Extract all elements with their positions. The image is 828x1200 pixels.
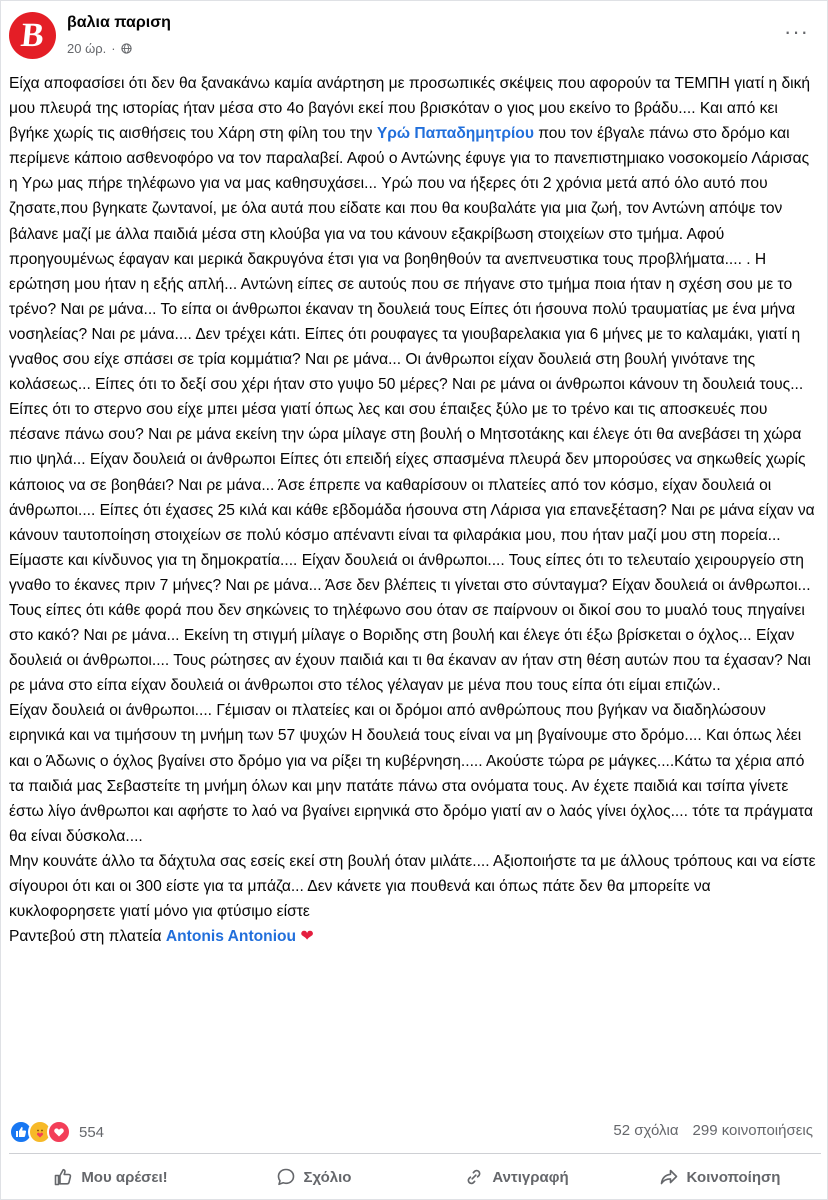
heart-emoji-icon: ❤	[300, 928, 314, 946]
avatar[interactable]	[9, 12, 56, 59]
like-icon	[53, 1167, 73, 1187]
post-paragraph	[9, 71, 821, 698]
post-paragraph	[9, 849, 821, 924]
post-text-segment: Είχα αποφασίσει ότι δεν θα ξανακάνω καμία ανάρτηση με προσωπικές σκέψεις που αφορούν τα ΤΕΜΠΗ γιατί η δική μου πλευρά της ιστορίας ήταν μέσα στο 4ο βαγόνι εκεί που βρισκόταν ο γιος μου εκείνο το βράδυ.... Και από κει βγήκε χωρίς τις αισθήσεις του Χάρη στη φίλη του την	[9, 75, 811, 143]
comment-label: Σχόλιο	[303, 1168, 352, 1186]
like-button[interactable]	[9, 1155, 212, 1199]
share-icon	[659, 1167, 679, 1187]
comment-button[interactable]	[212, 1155, 415, 1199]
shares-count[interactable]: 299 κοινοποιήσεις	[692, 1122, 813, 1139]
post-text-segment: Μην κουνάτε άλλο τα δάχτυλα σας εσείς εκεί στη βουλή όταν μιλάτε.... Αξιοποιήστε τα με άλλους τρόπους και να είστε σίγουροι ότι και οι 300 είστε για τα μπάζα... Δεν κάνετε για πουθενά και όπως πάτε δεν θα μπορείτε να κυκλοφορησετε γιατί μόνο για φτύσιμο είστε	[9, 852, 816, 921]
action-bar	[9, 1155, 821, 1199]
globe-icon	[121, 43, 132, 54]
post-stats	[9, 1118, 821, 1144]
copy-label: Αντιγραφή	[492, 1168, 569, 1186]
mention-link[interactable]: Antonis Antoniou	[165, 928, 297, 946]
share-label: Κοινοποίηση	[686, 1168, 781, 1186]
comments-count[interactable]: 52 σχόλια	[613, 1122, 679, 1139]
post-text-segment: Είχαν δουλειά οι άνθρωποι.... Γέμισαν οι πλατείες και οι δρόμοι από ανθρώπους που βγήκαν να διαδηλώσουν ειρηνικά και να τιμήσουν τη μνήμη των 57 ψυχών Η δουλειά τους είναι να μη βγαίνουμε στο δρόμο.... Και όπως λέει και ο Άδωνις ο όχλος βγαίνει στο δρόμο για να ρίξει τη κυβέρνηση..... Ακούστε τώρα ρε μάγκες....Κάτω τα χέρια από τα παιδιά μας Σεβαστείτε τη μνήμη όλων και μην πατάτε πάνω στα ονόματα τους. Αν έχετε παιδιά και τσίπα γίνετε έστω λίγο άνθρωποι και αφήστε το λαό να βγαίνει ειρηνικά στο δρόμο γιατί αν ο λαός γίνει όχλος.... τότε τα πράγματα θα είναι δύσκολα....	[9, 702, 813, 845]
post-text-segment: Ραντεβού στη πλατεία	[9, 928, 166, 946]
mention-link[interactable]: Υρώ Παπαδημητρίου	[376, 125, 534, 143]
post-time[interactable]: 20 ώρ.	[67, 41, 107, 56]
reactions-count[interactable]: 554	[79, 1123, 105, 1141]
engagement-counts	[613, 1122, 813, 1139]
post-paragraph	[9, 924, 821, 949]
like-label: Μου αρέσει!	[81, 1168, 168, 1186]
avatar-logo: B	[19, 16, 46, 54]
post-meta	[67, 41, 132, 56]
divider	[9, 1153, 821, 1154]
more-options-icon[interactable]: ···	[784, 19, 809, 44]
post-text	[9, 71, 821, 949]
reactions-summary[interactable]	[9, 1120, 104, 1144]
post-text-segment: που τον έβγαλε πάνω στο δρόμο και περίμενε κάποιο ασθενοφόρο να τον παραλαβεί. Αφού ο Αντώνης έφυγε για το πανεπιστημιακο νοσοκομείο Λάρισας η Υρω μας πήρε τηλέφωνο για να μας καθησυχάσει... Υρώ που να ήξερες ότι 2 χρόνια μετά από όλο αυτό που ζησατε,που βγηκατε ζωντανοί, με όλα αυτά που είδατε και που θα κουβαλάτε για μια ζωή, τον Αντώνη απόψε τον βάλανε μαζί με άλλα παιδιά μέσα στη κλούβα για να του κάνουν εξακρίβωση στοιχείων στο τμήμα. Αφού προηγουμένως έφαγαν και μερικά δακρυγόνα έτσι για να βοηθηθούν τα ανεπνευστικα τους προβλήματα.... . Η ερώτηση μου ήταν η εξής απλή... Αντώνη είπες σε αυτούς που σε πήγανε στο τμήμα ποια ήταν η σχέση σου με το τρένο? Ναι ρε μάνα... Το είπα οι άνθρωποι έκαναν τη δουλειά τους Είπες ότι ήσουνα πολύ τραυματίας με ένα μήνα νοσηλείας? Ναι ρε μάνα.... Δεν τρέχει κάτι. Είπες ότι ρουφαγες τα γιουβαρελακια για 6 μήνες με το καλαμάκι, γιατί η γναθος σου είχε σπάσει σε τρία κομμάτια? Ναι ρε μάνα... Οι άνθρωποι είχαν δουλειά στη βουλή γινότανε της κολάσεως... Είπες ότι το δεξί σου χέρι ήταν στο γυψο 50 μέρες? Ναι ρε μάνα οι άνθρωποι κάνουν τη δουλειά τους... Είπες ότι το στερνο σου είχε μπει μέσα γιατί όπως λες και σου έπαιξες ξύλο με το τρένο και τις αποσκευές που πέσανε πάνω σου? Ναι ρε μάνα εκείνη την ώρα μίλαγε στη βουλή ο Μητσοτάκης και έλεγε ότι θα ανεβάσει τη χώρα πιο ψηλά... Είχαν δουλειά οι άνθρωποι Είπες ότι επειδή είχες σπασμένα πλευρά δεν μπορούσες να σηκωθείς χωρίς κάποιος να σε βοηθάει? Ναι ρε μάνα... Άσε έπρεπε να καθαρίσουν οι πλατείες από τον κόσμο, είχαν δουλειά οι άνθρωποι.... Είπες ότι έχασες 25 κιλά και κάθε εβδομάδα ήσουνα στη Λάρισα για επανεξέταση? Ναι ρε μάνα είχαν να κάνουν ταυτοποίηση στοιχείων σε πολύ κόσμο απέναντι είναι τα φιλαράκια μου, που ήταν μαζί μου στη πορεία... Είμαστε και κίνδυνος για τη δημοκρατία.... Είχαν δουλειά οι άνθρωποι.... Τους είπες ότι το τελευταίο χειρουργείο στη γναθο το έκανες πριν 7 μήνες? Ναι ρε μάνα... Άσε δεν βλέπεις τι γίνεται στο σύνταγμα? Είχαν δουλειά οι άνθρωποι... Τους είπες ότι κάθε φορά που δεν σηκώνεις το τηλέφωνο σου όταν σε παίρνουν οι δικοί σου το μυαλό τους πηγαίνει στο κακό? Ναι ρε μάνα... Εκείνη τη στιγμή μίλαγε ο Βοριδης στη βουλή και έλεγε ότι έξω βρίσκεται ο όχλος... Είχαν δουλειά οι άνθρωποι.... Τους ρώτησες αν έχουν παιδιά και τι θα έκαναν αν ήταν στη θέση αυτών που τα έχασαν? Ναι ρε μάνα στο είπα είχαν δουλειά οι άνθρωποι στο τέλος γέλαγαν με μένα που τους είπα ότι είμαι επιζών..	[9, 125, 815, 695]
copy-icon	[464, 1167, 484, 1187]
share-button[interactable]	[618, 1155, 821, 1199]
love-reaction-icon	[47, 1120, 71, 1144]
post-header	[1, 1, 828, 69]
post-paragraph	[9, 698, 821, 849]
comment-icon	[276, 1167, 296, 1187]
author-name[interactable]: βαλια παριση	[67, 14, 171, 31]
copy-button[interactable]	[415, 1155, 618, 1199]
meta-separator: ·	[111, 41, 116, 56]
